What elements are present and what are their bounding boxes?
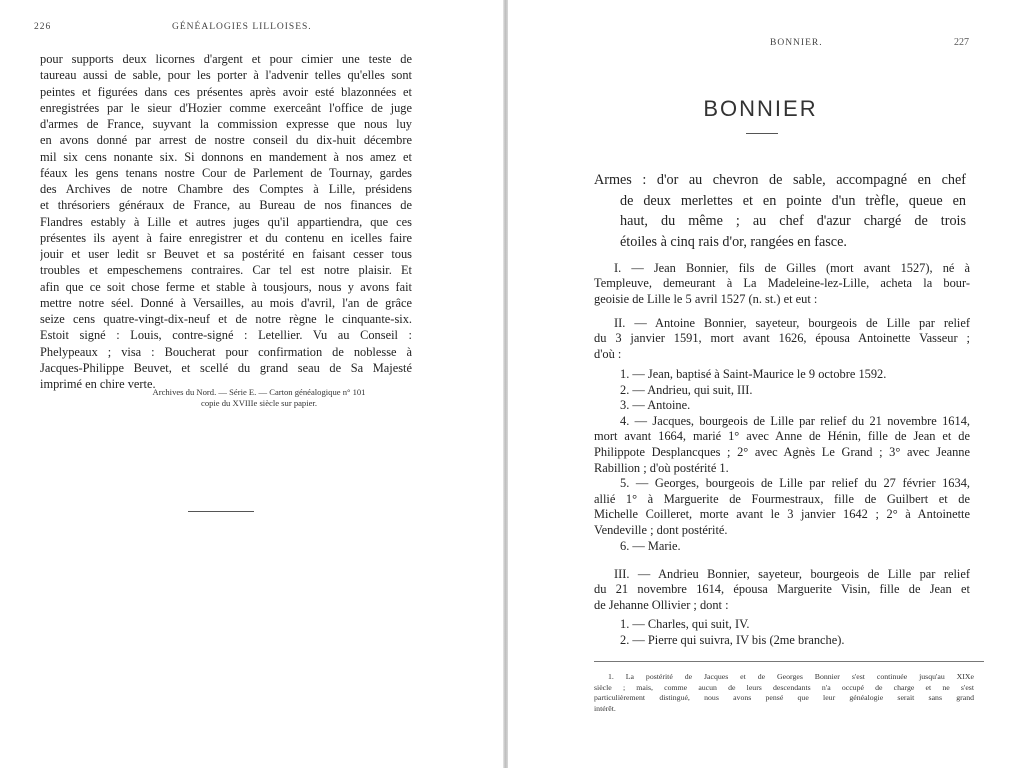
text-line: présentes ils ayent à faire enregistrer et du contenu en icelles faire	[40, 230, 412, 245]
generation-3	[594, 567, 970, 613]
left-page	[0, 0, 505, 768]
list-item: 3. — Antoine.	[620, 398, 691, 413]
right-page	[508, 0, 1013, 768]
text-line: du 21 novembre 1614, épousa Marguerite Visin, fille de Jean et	[594, 582, 970, 597]
text-line: Phelypeaux ; visa : Boucherat pour confirmation de noblesse à	[40, 344, 412, 359]
text-line: Templeuve, demeurant à La Madeleine-lez-Lille, acheta la bour-	[594, 276, 970, 291]
text-line: et thrésoriers généraux de France, au Bureau de nos finances de	[40, 198, 412, 213]
list-item: mort avant 1664, marié 1° avec Anne de Hénin, fille de Jean et de	[594, 429, 970, 444]
list-item: Vendeville ; dont postérité.	[594, 522, 728, 537]
text-line: troubles et empeschemens contraires. Car tel est notre plaisir. Et	[40, 263, 412, 278]
text-line: jouir et user ledit sr Beuvet et sa postérité en faisant cesser tous	[40, 247, 412, 261]
text-line: peintes et figurées dans ces présentes après avoir esté blazonnées et	[40, 84, 412, 99]
text-line: geoisie de Lille le 5 avril 1527 (n. st.) et eut :	[594, 291, 818, 306]
text-line: mettre notre séel. Donné à Versailles, au mois d'avril, l'an de grâce	[40, 295, 412, 310]
arms-line: étoiles à cinq rais d'or, rangées en fasce.	[620, 233, 847, 250]
list-item: Michelle Coilleret, morte avant le 3 janvier 1642 ; 2° à Antoinette	[594, 507, 970, 522]
footnote-rule	[594, 661, 984, 662]
generation-2	[594, 316, 970, 362]
left-page-number: 226	[34, 22, 52, 32]
right-page-number: 227	[954, 37, 969, 48]
archive-source-note	[100, 387, 418, 409]
list-item: Rabillion ; d'où postérité 1.	[594, 460, 729, 475]
text-line: des Archives de notre Chambre des Comptes à Lille, présidens	[40, 182, 412, 196]
list-item: 2. — Andrieu, qui suit, III.	[620, 382, 753, 397]
arms-line: de deux merlettes et en pointe d'un trèfle, queue en	[620, 192, 966, 209]
text-line: Jacques-Philippe Beuvet, et scellé du grand seau de Sa Majesté	[40, 360, 412, 375]
left-running-head: GÉNÉALOGIES LILLOISES.	[172, 22, 312, 32]
text-line: de Jehanne Ollivier ; dont :	[594, 597, 729, 612]
text-line: du 3 janvier 1591, mort avant 1626, épousa Antoinette Vasseur ;	[594, 331, 970, 346]
text-line: II. — Antoine Bonnier, sayeteur, bourgeois de Lille par relief	[614, 316, 970, 330]
footnote-line: siècle ; mais, comme aucun de leurs descendants n'a occupé de charge et ne s'est	[594, 682, 974, 692]
list-item: 1. — Jean, baptisé à Saint-Maurice le 9 octobre 1592.	[620, 367, 887, 381]
text-line: I. — Jean Bonnier, fils de Gilles (mort avant 1527), né à	[614, 261, 970, 275]
arms-blazon	[594, 170, 966, 252]
arms-line: Armes : d'or au chevron de sable, accompagné en chef	[594, 172, 966, 188]
genealogy-title: BONNIER	[703, 96, 818, 121]
text-line: féaux les gens tenans nostre Cour de Parlement de Tournay, gardes	[40, 165, 412, 180]
text-line: d'où :	[594, 346, 622, 361]
text-line: en avons donné par arrest de nostre conseil du dix-huit décembre	[40, 133, 412, 148]
title-rule	[746, 133, 778, 134]
text-line: III. — Andrieu Bonnier, sayeteur, bourgeois de Lille par relief	[614, 567, 970, 581]
text-line: Flandres estably à Lille et autres juges qu'il appartiendra, que ces	[40, 214, 412, 229]
footnote	[594, 672, 974, 714]
end-rule	[188, 511, 254, 512]
text-line: enregistrées par le sieur d'Hozier comme exerceânt l'office de juge	[40, 100, 412, 115]
right-running-head: BONNIER.	[770, 38, 823, 48]
text-line: afin que ce soit chose ferme et stable à tousjours, nous y avons fait	[40, 279, 412, 294]
list-item: 6. — Marie.	[620, 538, 681, 553]
footnote-line: particulièrement distingué, nous avons pensé que leur généalogie serait sans grand	[594, 693, 974, 702]
source-note-line: Archives du Nord. — Série E. — Carton généalogique n° 101	[152, 387, 366, 397]
text-line: d'armes de France, suyvant la commission expresse que nous luy	[40, 117, 412, 131]
list-item: 4. — Jacques, bourgeois de Lille par relief du 21 novembre 1614,	[620, 413, 970, 428]
list-item: 2. — Pierre qui suivra, IV bis (2me branche).	[620, 632, 845, 647]
arms-line: haut, du même ; au chef d'azur chargé de trois	[620, 213, 966, 229]
text-line: Estoit signé : Louis, contre-signé : Letellier. Vu au Conseil :	[40, 328, 412, 343]
left-body-text	[40, 51, 412, 392]
list-item: Philippote Desplancques ; 2° avec Agnès Le Grand ; 3° avec Jeanne	[594, 444, 970, 459]
list-item: 5. — Georges, bourgeois de Lille par relief du 27 février 1634,	[620, 476, 970, 491]
text-line: taureau aussi de sable, pour les porter à l'advenir telles qu'elles sont	[40, 68, 412, 83]
text-line: imprimé en chire verte.	[40, 377, 156, 391]
children-of-antoine	[594, 367, 970, 554]
list-item: 1. — Charles, qui suit, IV.	[620, 617, 750, 631]
list-item: allié 1° à Marguerite de Fourmestraux, fille de Guilbert et de	[594, 491, 970, 506]
generation-1	[594, 261, 970, 307]
text-line: mil six cens nonante six. Si donnons en mandement à nos amez et	[40, 149, 412, 164]
text-line: seize cens quatre-vingt-dix-neuf et de notre règne le cinquante-six.	[40, 312, 412, 326]
children-of-andrieu	[594, 617, 970, 648]
source-note-line: copie du XVIIIe siècle sur papier.	[201, 398, 317, 408]
footnote-line: intérêt.	[594, 703, 616, 713]
footnote-line: 1. La postérité de Jacques et de Georges Bonnier s'est continuée jusqu'au XIXe	[608, 672, 974, 681]
text-line: pour supports deux licornes d'argent et pour cimier une teste de	[40, 52, 412, 66]
